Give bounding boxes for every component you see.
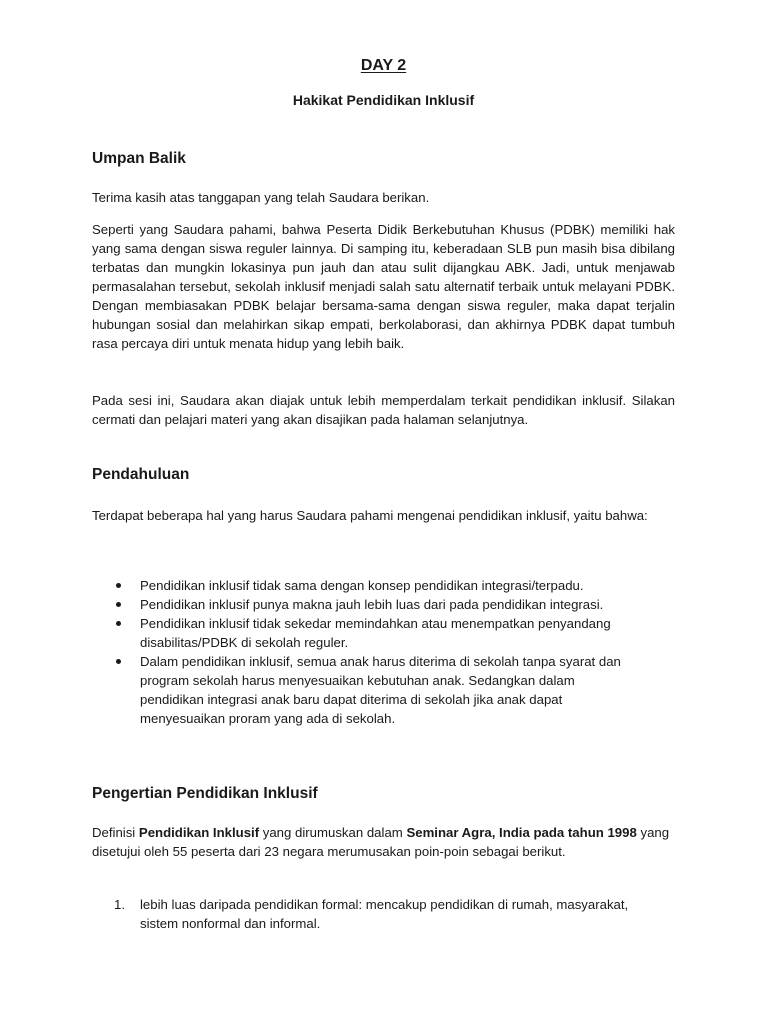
heading-umpan-balik: Umpan Balik — [92, 150, 186, 167]
bullet-icon — [116, 583, 121, 588]
heading-pendahuluan: Pendahuluan — [92, 466, 190, 483]
list-item-text: lebih luas daripada pendidikan formal: mencakup pendidikan di rumah, masyarakat, sistem nonformal dan informal. — [140, 897, 629, 931]
definition-text: yang disetujui oleh 55 peserta dari 23 negara merumusakan poin-poin sebagai berikut. — [92, 825, 670, 859]
document-title: Hakikat Pendidikan Inklusif — [292, 92, 475, 108]
paragraph-intro: Terdapat beberapa hal yang harus Saudara pahami mengenai pendidikan inklusif, yaitu bahwa: — [92, 508, 648, 523]
bullet-icon — [116, 621, 121, 626]
list-item-number: 1. — [114, 897, 125, 912]
paragraph-definition — [92, 823, 675, 861]
list-item-text: Pendidikan inklusif punya makna jauh lebih luas dari pada pendidikan integrasi. — [140, 597, 604, 612]
list-item-text: Dalam pendidikan inklusif, semua anak harus diterima di sekolah tanpa syarat dan program sekolah harus menyesuaikan kebutuhan anak. Sedangkan dalam pendidikan integrasi anak baru dapat diterima di sekolah jika anak dapat menyesuaikan proram yang ada di sekolah. — [140, 654, 621, 726]
list-item — [92, 652, 675, 728]
bullet-icon — [116, 659, 121, 664]
document-page — [92, 0, 675, 1024]
paragraph-pdbk: Seperti yang Saudara pahami, bahwa Peserta Didik Berkebutuhan Khusus (PDBK) memiliki hak yang sama dengan siswa reguler lainnya. Di samping itu, keberadaan SLB pun masih bisa dibilang terbatas dan mungkin lokasinya pun jauh dan atau sulit dijangkau ABK. Jadi, untuk menjawab permasalahan tersebut, sekolah inklusif menjadi salah satu alternatif terbaik untuk melayani PDBK. Dengan membiasakan PDBK belajar bersama-sama dengan siswa reguler, maka dapat terjalin hubungan sosial dan melahirkan sikap empati, berkolaborasi, dan akhirnya PDBK dapat tumbuh rasa percaya diri untuk menata hidup yang lebih baik. — [92, 222, 675, 351]
paragraph-thanks: Terima kasih atas tanggapan yang telah Saudara berikan. — [92, 190, 430, 205]
list-item — [92, 576, 675, 595]
list-item-text: Pendidikan inklusif tidak sekedar memindahkan atau menempatkan penyandang disabilitas/PDBK di sekolah reguler. — [140, 616, 611, 650]
list-item — [92, 614, 675, 652]
list-item — [92, 895, 675, 933]
definition-term: Pendidikan Inklusif — [138, 825, 260, 840]
heading-pengertian: Pengertian Pendidikan Inklusif — [92, 785, 318, 802]
numbered-list — [92, 895, 675, 933]
bullet-icon — [116, 602, 121, 607]
definition-text: yang dirumuskan dalam — [259, 825, 407, 840]
definition-text: Definisi — [92, 825, 139, 840]
list-item — [92, 595, 675, 614]
bullet-list — [92, 576, 675, 728]
day-title: DAY 2 — [360, 57, 407, 74]
paragraph-session: Pada sesi ini, Saudara akan diajak untuk lebih memperdalam terkait pendidikan inklusif. Silakan cermati dan pelajari materi yang akan disajikan pada halaman selanjutnya. — [92, 393, 675, 427]
list-item-text: Pendidikan inklusif tidak sama dengan konsep pendidikan integrasi/terpadu. — [140, 578, 584, 593]
definition-source: Seminar Agra, India pada tahun 1998 — [406, 825, 637, 840]
